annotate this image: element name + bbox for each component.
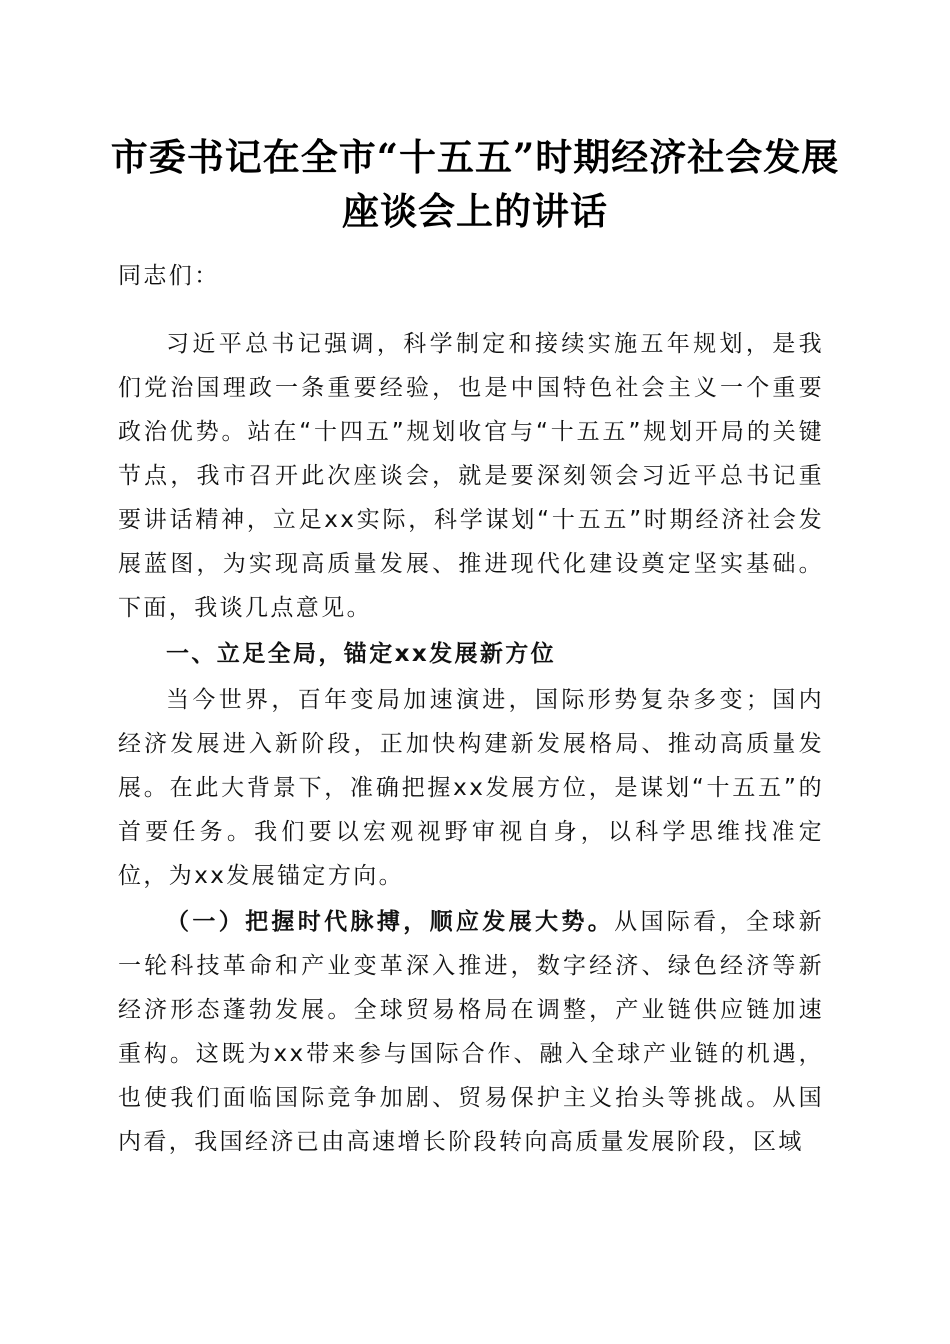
subsection-lead: （一）把握时代脉搏，顺应发展大势。 xyxy=(166,909,615,935)
paragraph-intro: 习近平总书记强调，科学制定和接续实施五年规划，是我们党治国理政一条重要经验，也是中国特色社会主义一个重要政治优势。站在“十四五”规划收官与“十五五”规划开局的关键节点，我市召开此次座谈会，就是要深刻领会习近平总书记重要讲话精神，立足xx实际，科学谋划“十五五”时期经济社会发展蓝图，为实现高质量发展、推进现代化建设奠定坚实基础。下面，我谈几点意见。 xyxy=(118,331,824,621)
section-heading-1: 一、立足全局，锚定xx发展新方位 xyxy=(166,641,557,667)
paragraph-subsection-1 xyxy=(118,900,824,1164)
paragraph-section-1: 当今世界，百年变局加速演进，国际形势复杂多变；国内经济发展进入新阶段，正加快构建新发展格局、推动高质量发展。在此大背景下，准确把握xx发展方位，是谋划“十五五”的首要任务。我们要以宏观视野审视自身，以科学思维找准定位，为xx发展锚定方向。 xyxy=(118,687,824,889)
title-line-2: 座谈会上的讲话 xyxy=(342,189,608,233)
document-title xyxy=(100,130,850,238)
title-line-1: 市委书记在全市“十五五”时期经济社会发展 xyxy=(110,135,840,179)
subsection-text: 从国际看，全球新一轮科技革命和产业变革深入推进，数字经济、绿色经济等新经济形态蓬勃发展。全球贸易格局在调整，产业链供应链加速重构。这既为xx带来参与国际合作、融入全球产业链的机遇，也使我们面临国际竞争加剧、贸易保护主义抬头等挑战。从国内看，我国经济已由高速增长阶段转向高质量发展阶段，区域 xyxy=(118,909,824,1155)
salutation: 同志们： xyxy=(118,263,220,289)
